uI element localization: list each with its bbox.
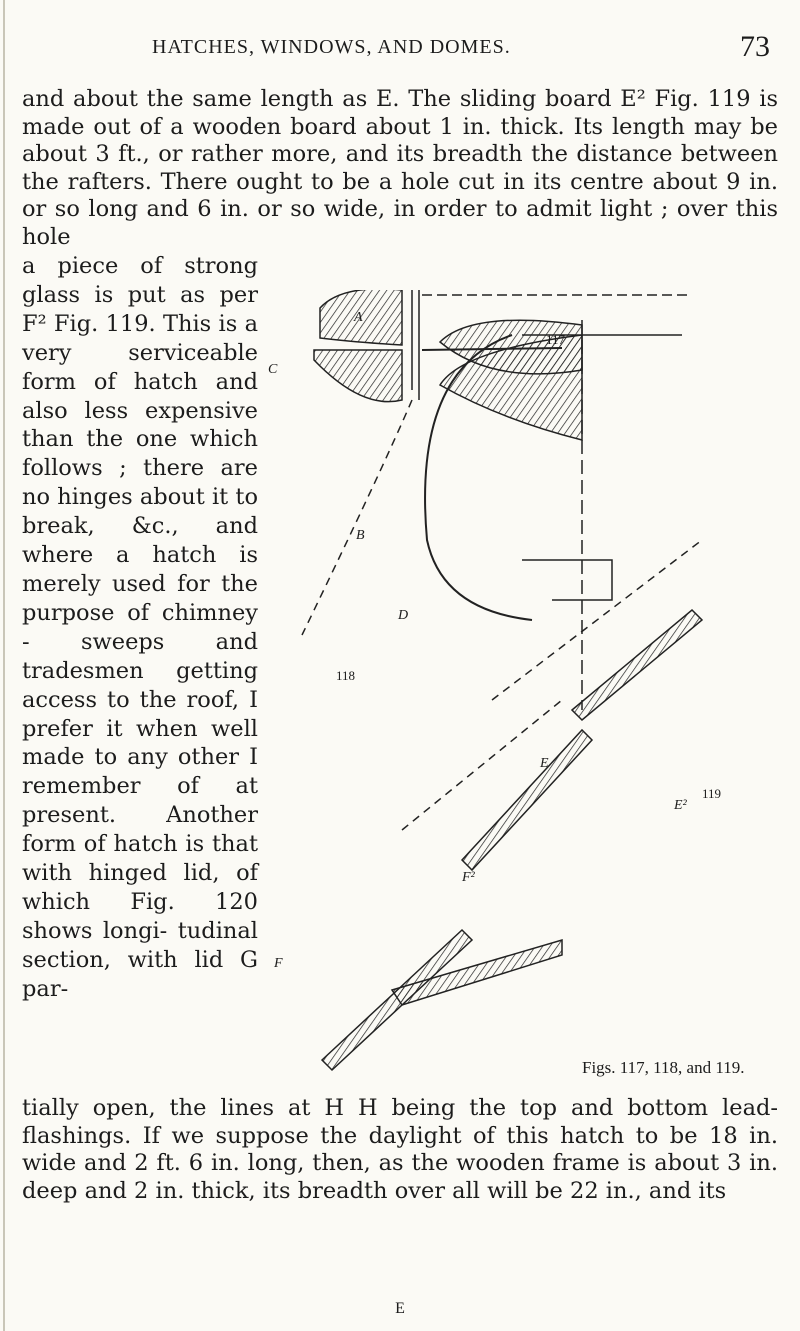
label-e: E — [540, 756, 549, 771]
signature-mark: E — [395, 1300, 405, 1317]
label-b: B — [356, 528, 365, 543]
label-e2: E² — [674, 798, 687, 813]
label-c: C — [268, 362, 278, 377]
page-header — [0, 30, 800, 76]
label-f: F — [274, 956, 283, 971]
label-fig-118: 118 — [336, 668, 356, 683]
label-fig-119: 119 — [702, 786, 722, 801]
paragraph-bottom: tially open, the lines at H H being the top and bottom lead-flashings. If we suppose the daylight of this hatch to be 18 in. wide and 2 ft. 6 in. long, then, as the wooden frame is about 3 in. deep and 2 in. thick, its breadth over all will be 22 in., and its — [22, 1095, 778, 1204]
label-fig-117: 117 — [546, 332, 566, 347]
hatch-figure-drawing — [262, 290, 722, 1080]
paragraph-column: a piece of strong glass is put as per F² Fig. 119. This is a very serviceable form of hatch and also less expensive than the one which follows ; there are no hinges about it to break, &c., and where a hatch is merely used for the purpose of chimney - sweeps and tradesmen getting access to the roof, I prefer it when well made to any other I remember of at present. Another form of hatch is that with hinged lid, of which Fig. 120 shows longi- tudinal section, with lid G par- — [22, 253, 258, 1002]
figure-caption: Figs. 117, 118, and 119. — [582, 1058, 745, 1077]
figure-119 — [322, 540, 702, 1070]
paragraph-top: and about the same length as E. The sliding board E² Fig. 119 is made out of a wooden board about 1 in. thick. Its length may be about 3 ft., or rather more, and its breadth the distance between the rafters. There ought to be a hole cut in its centre about 9 in. or so long and 6 in. or so wide, in order to admit light ; over this hole — [22, 86, 778, 250]
figures-117-118-119 — [262, 290, 722, 1080]
running-head: HATCHES, WINDOWS, AND DOMES. — [152, 36, 511, 58]
page-edge — [3, 0, 5, 1331]
page-number: 73 — [740, 30, 770, 63]
label-d: D — [398, 608, 409, 623]
label-f2: F² — [462, 870, 475, 885]
label-a: A — [354, 310, 363, 325]
